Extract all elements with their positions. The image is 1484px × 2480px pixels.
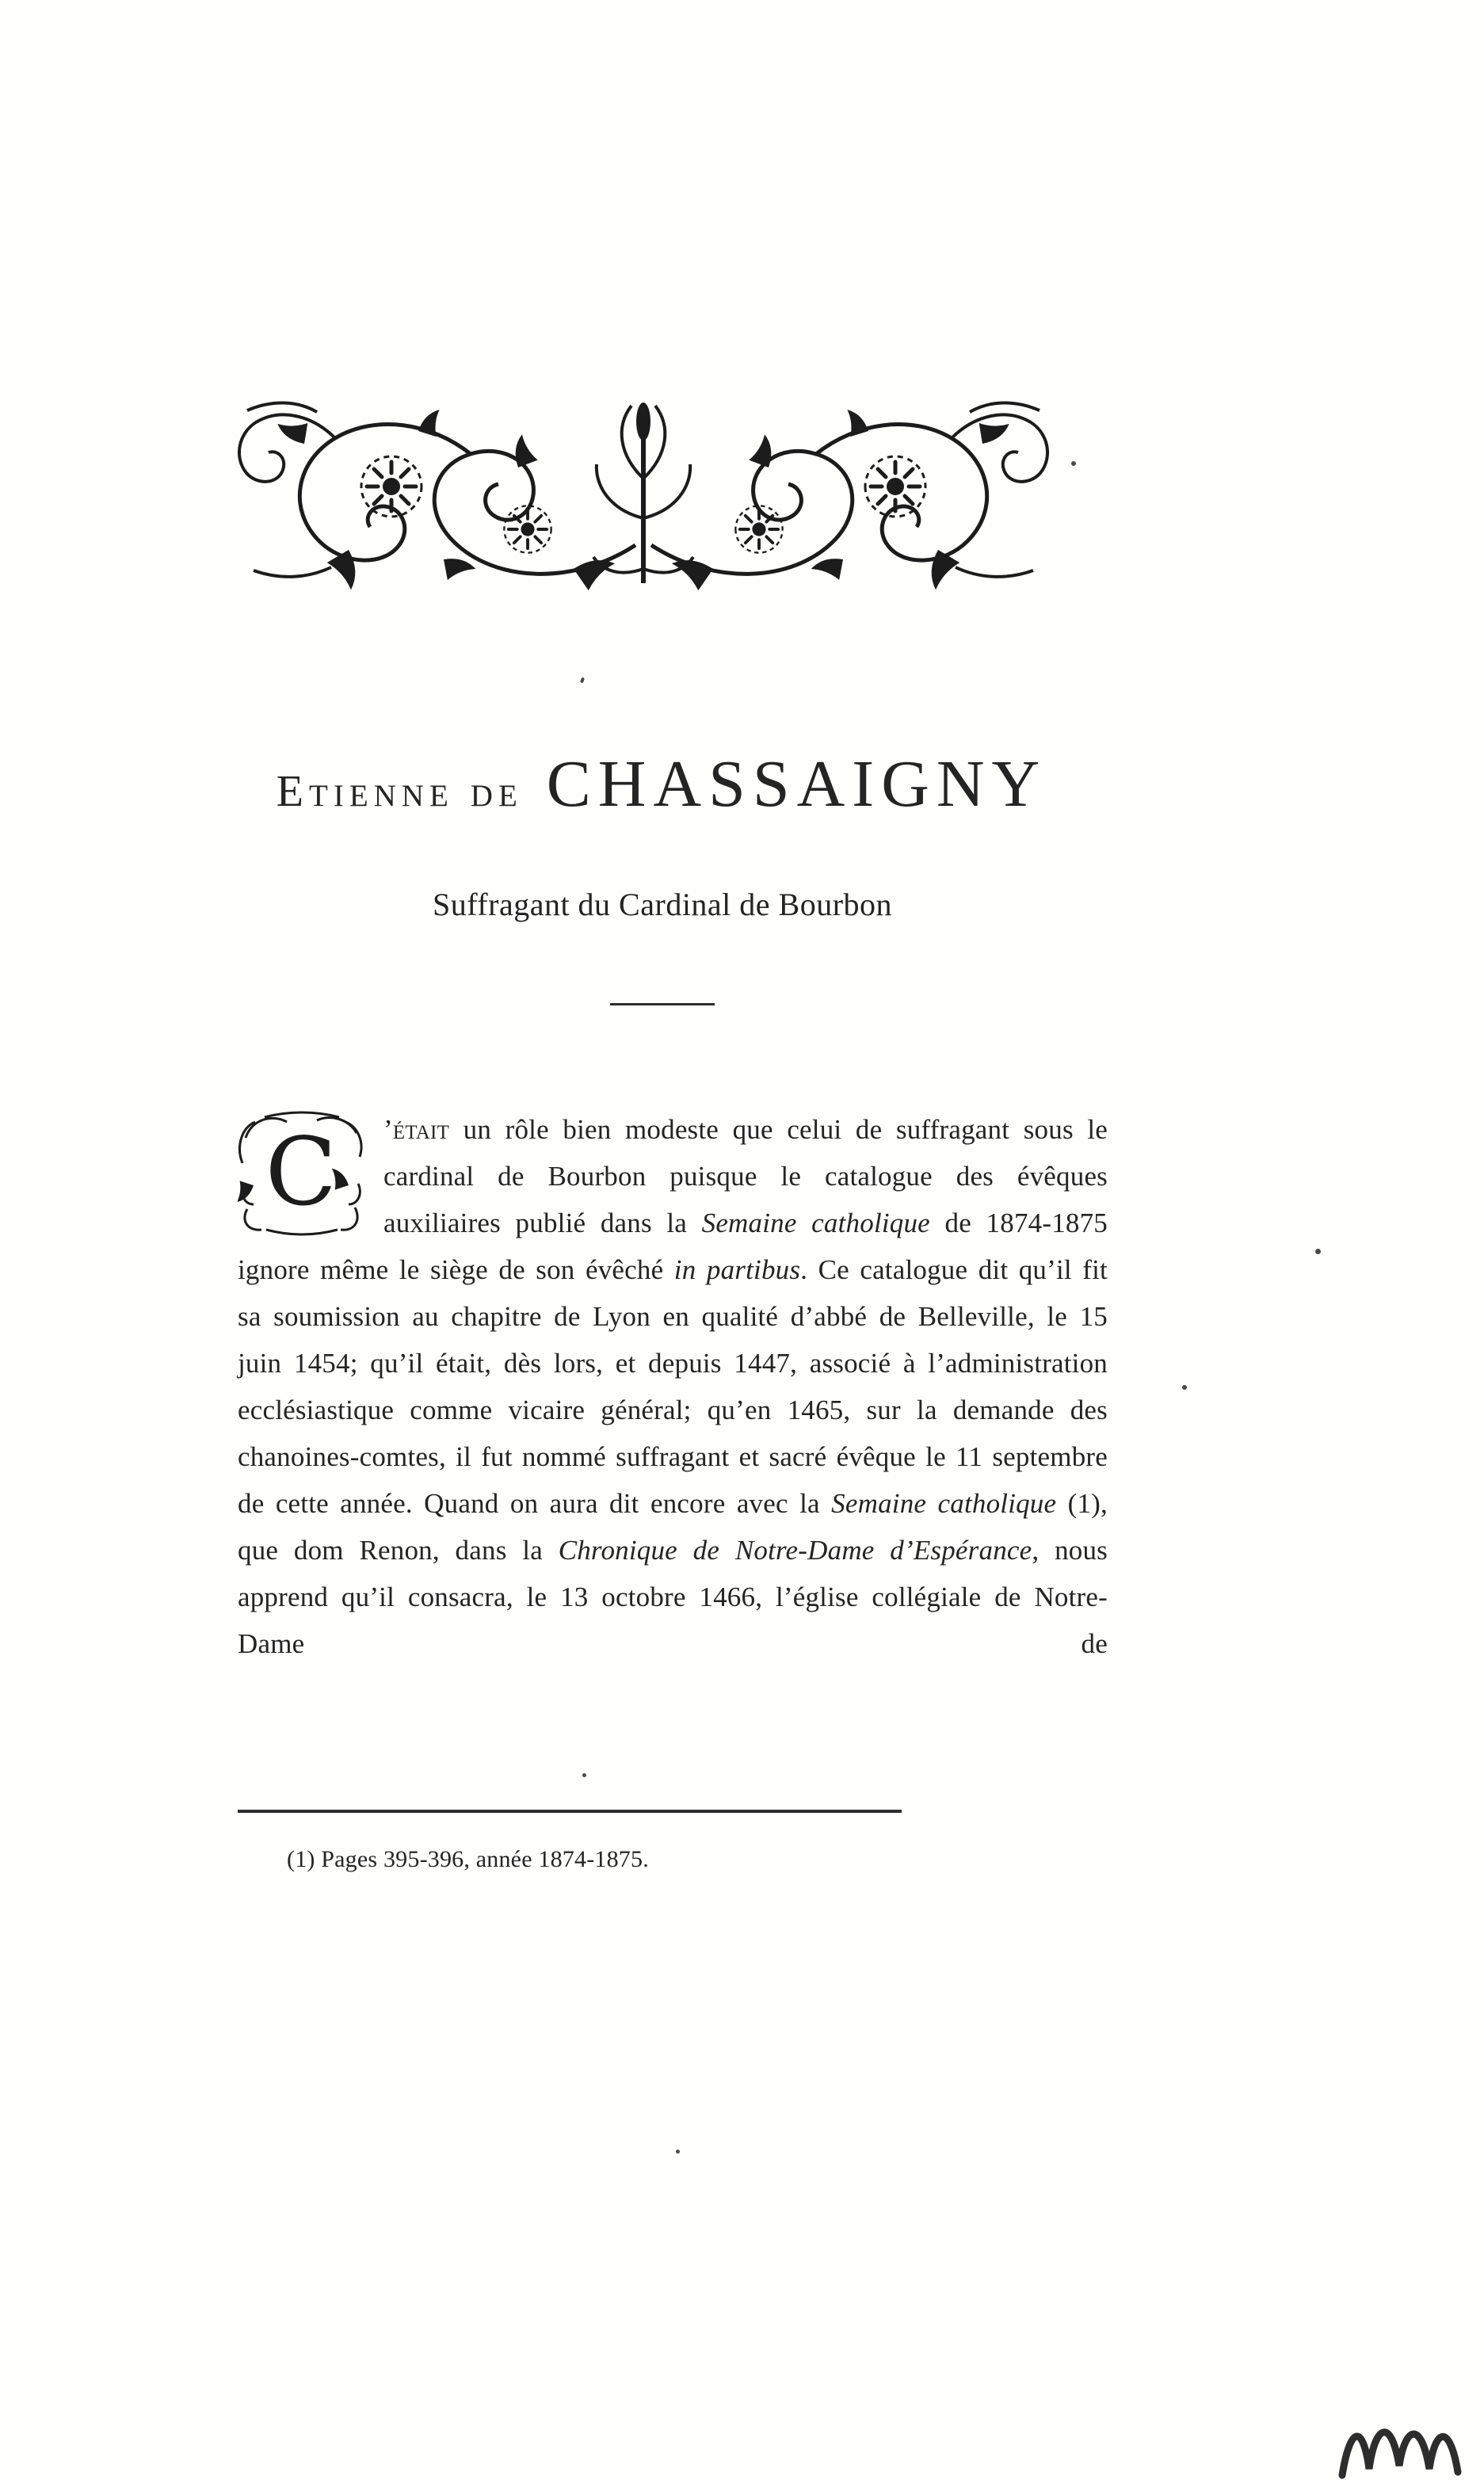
scan-speck xyxy=(1315,1249,1321,1254)
scan-smudge xyxy=(1328,2402,1484,2480)
footnote-rule xyxy=(238,1810,902,1813)
body-paragraph xyxy=(238,1106,1108,1667)
body-text-segment: . Ce catalogue dit qu’il fit sa soumission au chapitre de Lyon en qualité d’abbé de Belleville, le 15 juin 1454; qu’il était, dès lors, et depuis 1447, associé à l’administration ecclésiastique comme vicaire général; qu’en 1465, sur la demande des chanoines-comtes, il fut nommé suffragant et sacré évêque le 11 septembre de cette année. Quand on aura dit encore avec la xyxy=(238,1254,1108,1519)
body-text-segment: un rôle bien modeste que celui de suffragant sous le cardinal de Bourbon puisque le catalogue des évêques auxiliaires publié dans la xyxy=(383,1114,1108,1238)
body-text-segment: , nous apprend qu’il consacra, le 13 octobre 1466, l’église collégiale de Notre-Dame de xyxy=(238,1535,1108,1659)
title-name: CHASSAIGNY xyxy=(546,747,1047,821)
body-text-segment: ’était xyxy=(383,1114,450,1145)
body-text-segment: de 1874-1875 ignore même le siège de son évêché xyxy=(238,1208,1108,1285)
section-divider xyxy=(235,1003,1090,1005)
page-title xyxy=(190,747,1133,821)
body-text-segment: Semaine catholique xyxy=(831,1488,1057,1519)
drop-cap-letter: C xyxy=(265,1117,338,1227)
scan-speck xyxy=(582,1773,586,1777)
subtitle: Suffragant du Cardinal de Bourbon xyxy=(432,887,893,922)
body-text-segment: Semaine catholique xyxy=(701,1208,930,1238)
scan-speck xyxy=(580,677,585,684)
header-ornament-engraving xyxy=(231,390,1055,594)
body-text-segment: in partibus xyxy=(673,1254,801,1285)
title-prefix: Etienne de xyxy=(276,767,523,816)
footnote-text: (1) Pages 395-396, année 1874-1875. xyxy=(287,1846,649,1872)
drop-cap-initial xyxy=(238,1111,364,1236)
scan-speck xyxy=(676,2150,680,2154)
scan-speck xyxy=(1071,461,1076,466)
body-text-segment: (1), que dom Renon, dans la xyxy=(238,1488,1108,1566)
body-text-segment: Chronique de Notre-Dame d’Espérance xyxy=(558,1535,1032,1566)
divider-rule xyxy=(610,1003,715,1005)
scan-speck xyxy=(1182,1385,1187,1390)
